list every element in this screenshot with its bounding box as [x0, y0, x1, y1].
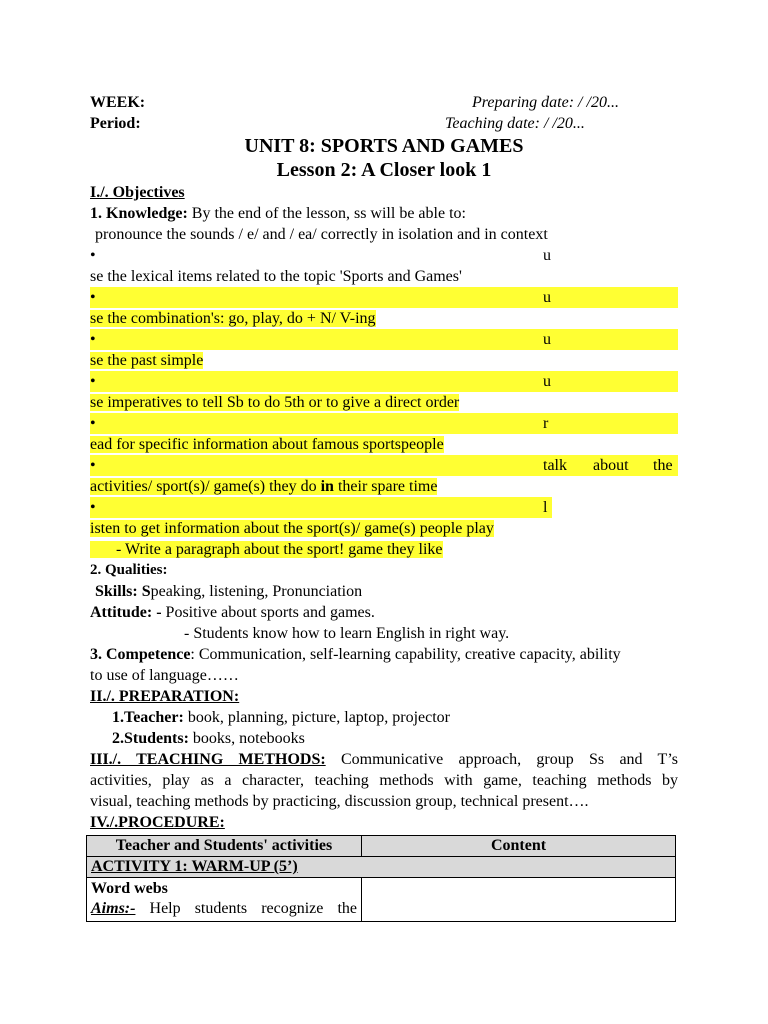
knowledge-line: [90, 203, 678, 224]
competence-line: [90, 644, 678, 665]
methods-line-1: [90, 749, 678, 770]
bullet-icon: •: [90, 331, 96, 348]
write-text: - Write a paragraph about the sport! game they like: [90, 541, 443, 558]
activity-1-cell: [87, 878, 362, 922]
talk-text-a: activities/ sport(s)/ game(s) they do: [90, 478, 321, 495]
period-label: Period:: [90, 115, 141, 132]
aims-line: [91, 899, 357, 919]
skills-label: Skills: S: [95, 583, 151, 600]
talk-text-b: in: [320, 478, 334, 495]
attitude-label: Attitude: -: [90, 604, 162, 621]
bullet-icon: •: [90, 457, 96, 474]
objective-text-row: [90, 308, 678, 329]
lesson-title: Lesson 2: A Closer look 1: [276, 159, 492, 181]
objective-letter: u: [543, 289, 551, 306]
objective-bullet-row: [90, 371, 678, 392]
procedure-table: [86, 835, 676, 922]
objective-text: se imperatives to tell Sb to do 5th or to give a direct order: [90, 394, 460, 411]
objective-letter: u: [543, 247, 551, 264]
lesson-plan-page: [90, 92, 678, 922]
objective-text-row: [90, 392, 678, 413]
objectives-heading: I./. Objectives: [90, 184, 185, 201]
methods-line-3: visual, teaching methods by practicing, discussion group, technical present….: [90, 793, 589, 810]
bullet-icon: •: [90, 499, 96, 516]
teacher-label: 1.Teacher:: [112, 709, 184, 726]
knowledge-label: 1. Knowledge:: [90, 205, 188, 222]
talk-text-row: [90, 476, 678, 497]
competence-line-2: to use of language……: [90, 667, 239, 684]
knowledge-text: By the end of the lesson, ss will be able to:: [187, 205, 466, 222]
week-label: WEEK:: [90, 94, 146, 111]
col-header-activities: Teacher and Students' activities: [87, 836, 362, 857]
talk-word: about: [593, 457, 629, 474]
teacher-text: book, planning, picture, laptop, projector: [183, 709, 450, 726]
students-text: books, notebooks: [188, 730, 305, 747]
preparing-date: Preparing date: / /20...: [472, 94, 619, 111]
objective-text: ead for specific information about famous sportspeople: [90, 436, 444, 453]
objective-letter: l: [543, 499, 548, 516]
talk-word: talk: [543, 457, 567, 474]
methods-line-2: activities, play as a character, teaching methods with game, teaching methods by: [90, 772, 678, 789]
week-row: [90, 92, 678, 113]
talk-text-c: their spare time: [333, 478, 438, 495]
competence-label: 3. Competence: [90, 646, 191, 663]
objective-bullet-row: [90, 497, 552, 518]
activity-1-content-cell: [362, 878, 676, 922]
aims-text: Help students recognize the: [135, 900, 357, 917]
objective-text: se the combination's: go, play, do + N/ V-ing: [90, 310, 376, 327]
objective-letter: r: [543, 415, 549, 432]
period-row: [90, 113, 678, 134]
competence-text: : Communication, self-learning capability, creative capacity, ability: [190, 646, 621, 663]
qualities-label: 2. Qualities:: [90, 562, 168, 578]
objective-bullet-row: [90, 413, 678, 434]
bullet-icon: •: [90, 247, 96, 264]
objective-bullet-row: [90, 287, 678, 308]
aims-label: Aims:-: [91, 900, 136, 917]
talk-text: [90, 478, 437, 495]
teaching-date: Teaching date: / /20...: [445, 115, 585, 132]
objective-letter: u: [543, 331, 551, 348]
objective-text-row: [90, 350, 678, 371]
listen-text: isten to get information about the sport(s)/ game(s) people play: [90, 520, 494, 537]
bullet-icon: •: [90, 373, 96, 390]
objective-bullet-row: [90, 329, 678, 350]
col-header-content: Content: [362, 836, 676, 857]
skills-text: peaking, listening, Pronunciation: [150, 583, 363, 600]
write-row: [90, 539, 678, 560]
methods-text-1: Communicative approach, group Ss and T’s: [325, 751, 678, 768]
attitude-line-2: - Students know how to learn English in right way.: [184, 625, 510, 642]
listen-text-row: [90, 518, 678, 539]
students-label: 2.Students:: [112, 730, 189, 747]
activity-1-heading: ACTIVITY 1: WARM-UP (5’): [87, 857, 676, 878]
attitude-line: [90, 602, 678, 623]
bullet-icon: •: [90, 415, 96, 432]
unit-title: UNIT 8: SPORTS AND GAMES: [244, 135, 524, 157]
procedure-heading: IV./.PROCEDURE:: [90, 814, 225, 831]
objective-text-row: [90, 434, 678, 455]
students-line: [90, 728, 678, 749]
objective-text: se the past simple: [90, 352, 204, 369]
preparation-heading: II./. PREPARATION:: [90, 688, 240, 705]
bullet-icon: •: [90, 289, 96, 306]
objective-text: se the lexical items related to the topic 'Sports and Games': [90, 268, 462, 285]
objective-bullet-row: [90, 455, 678, 476]
objective-letter: u: [543, 373, 551, 390]
word-webs-label: Word webs: [91, 880, 168, 897]
pronounce-line: pronounce the sounds / e/ and / ea/ correctly in isolation and in context: [95, 226, 548, 243]
methods-heading: III./. TEACHING METHODS:: [90, 751, 326, 768]
objective-bullet-row: [90, 245, 678, 266]
attitude-text: Positive about sports and games.: [161, 604, 375, 621]
skills-line: [90, 581, 678, 602]
teacher-line: [90, 707, 678, 728]
talk-word: the: [653, 457, 673, 474]
